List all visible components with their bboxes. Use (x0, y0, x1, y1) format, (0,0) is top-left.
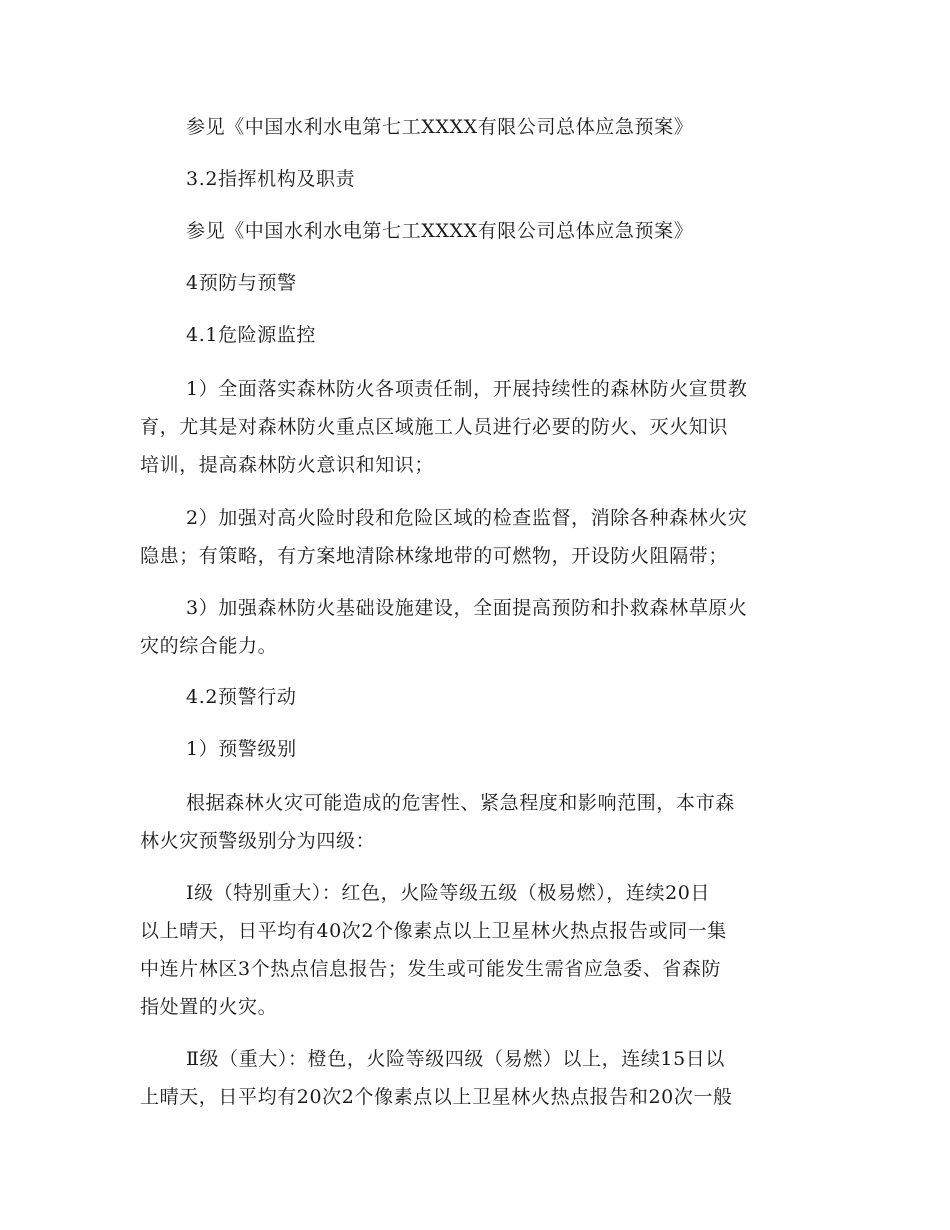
section-heading-4-1: 4.1危险源监控 (186, 324, 317, 346)
paragraph-line: 灾的综合能力。 (140, 635, 278, 657)
paragraph-line: 以上晴天，日平均有40次2个像素点以上卫星林火热点报告或同一集 (140, 920, 727, 942)
paragraph-line: 3）加强森林防火基础设施建设，全面提高预防和扑救森林草原火 (186, 597, 748, 619)
paragraph-line: 上晴天，日平均有20次2个像素点以上卫星林火热点报告和20次一般 (140, 1086, 733, 1108)
paragraph-line: 林火灾预警级别分为四级： (140, 830, 376, 852)
paragraph-line: 育，尤其是对森林防火重点区域施工人员进行必要的防火、灭火知识 (140, 416, 729, 438)
paragraph-reference-1: 参见《中国水利水电第七工XXXX有限公司总体应急预案》 (186, 116, 694, 138)
paragraph-line: 中连片林区3个热点信息报告；发生或可能发生需省应急委、省森防 (140, 958, 722, 980)
paragraph-line: 根据森林火灾可能造成的危害性、紧急程度和影响范围，本市森 (186, 792, 735, 814)
subheading-warning-level: 1）预警级别 (186, 738, 297, 760)
paragraph-line: 培训，提高森林防火意识和知识； (140, 454, 435, 476)
section-heading-3-2: 3.2指挥机构及职责 (186, 168, 356, 190)
paragraph-reference-2: 参见《中国水利水电第七工XXXX有限公司总体应急预案》 (186, 220, 694, 242)
paragraph-line: 2）加强对高火险时段和危险区域的检查监督，消除各种森林火灾 (186, 507, 748, 529)
paragraph-line: Ⅱ级（重大）：橙色，火险等级四级（易燃）以上，连续15日以 (186, 1048, 725, 1070)
section-heading-4-2: 4.2预警行动 (186, 686, 297, 708)
paragraph-line: Ⅰ级（特别重大）：红色，火险等级五级（极易燃），连续20日 (186, 882, 711, 904)
paragraph-line: 指处置的火灾。 (140, 996, 278, 1018)
paragraph-line: 1）全面落实森林防火各项责任制，开展持续性的森林防火宣贯教 (186, 378, 748, 400)
section-heading-4: 4预防与预警 (186, 272, 297, 294)
paragraph-line: 隐患；有策略，有方案地清除林缘地带的可燃物，开设防火阻隔带； (140, 545, 729, 567)
